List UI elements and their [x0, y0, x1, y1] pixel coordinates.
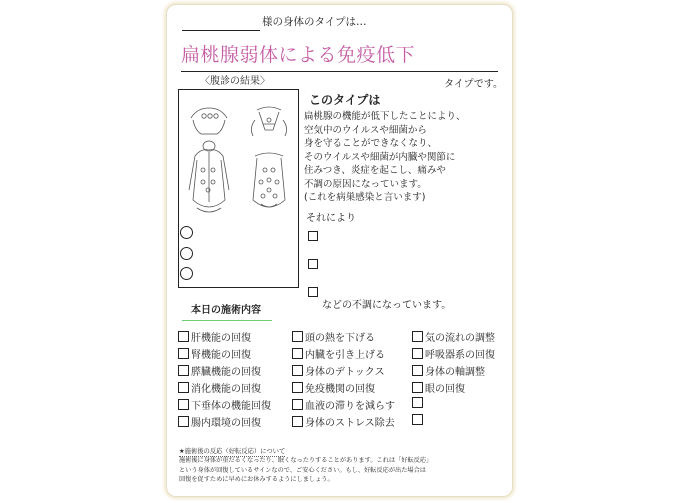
treatment-item[interactable]: 呼吸器系の回復 — [412, 346, 495, 361]
checkbox[interactable] — [292, 399, 303, 410]
treatment-item[interactable]: 頭の熱を下げる — [292, 329, 375, 344]
symptom-checkbox-1[interactable] — [308, 231, 318, 241]
checkbox[interactable] — [178, 416, 189, 427]
checkbox[interactable] — [412, 331, 423, 342]
checkbox[interactable] — [292, 382, 303, 393]
description-line: そのウイルスや細菌が内臓や関節に — [304, 151, 456, 163]
checkbox[interactable] — [412, 348, 423, 359]
checkbox[interactable] — [178, 382, 189, 393]
description-line: 空気中のウイルスや細菌から — [304, 124, 427, 136]
notes-line: 施術後に身体が重だるくなったり、眠くなったりすることがあります。これは「好転反応」 — [179, 457, 433, 464]
exam-results-label: 〈腹診の結果〉 — [200, 76, 270, 87]
type-title: 扁桃腺弱体による免疫低下 — [181, 44, 416, 66]
treatment-item[interactable]: 消化機能の回復 — [178, 380, 261, 395]
description-line: 不調の原因になっています。 — [304, 178, 427, 190]
exam-circle-2 — [180, 247, 193, 260]
type-description — [304, 110, 466, 205]
treatment-item[interactable]: 身体のストレス除去 — [292, 414, 395, 429]
treatment-item[interactable]: 腸内環境の回復 — [178, 414, 261, 429]
patient-name-line[interactable] — [182, 30, 260, 31]
checkbox[interactable] — [292, 331, 303, 342]
checkbox[interactable] — [292, 365, 303, 376]
treatment-item[interactable]: 気の流れの調整 — [412, 329, 495, 344]
notes-line: という身体が回復しているサインなので、ご安心ください。もし、好転反応が出た場合は — [179, 466, 426, 474]
checkbox[interactable] — [412, 414, 423, 425]
checkbox[interactable] — [178, 365, 189, 376]
checkbox[interactable] — [412, 397, 423, 408]
treatment-heading-underline — [182, 320, 272, 321]
treatment-item[interactable]: 膵臓機能の回復 — [178, 363, 261, 378]
treatment-item[interactable]: 身体のデトックス — [292, 363, 385, 378]
type-suffix: タイプです。 — [444, 79, 503, 90]
treatment-item[interactable]: 肝機能の回復 — [178, 329, 251, 344]
treatment-item[interactable] — [412, 414, 425, 425]
checkbox[interactable] — [292, 348, 303, 359]
exam-results-box — [178, 89, 299, 288]
checkbox[interactable] — [292, 416, 303, 427]
treatment-item[interactable]: 身体の軸調整 — [412, 363, 485, 378]
title-underline — [181, 71, 498, 72]
notes-line: 回復を促すために早めにお休みするようにしましょう。 — [179, 476, 334, 483]
treatment-item[interactable]: 眼の回復 — [412, 380, 465, 395]
aftercare-notes-title: ★施術後の反応（好転反応）について — [179, 448, 286, 455]
symptom-checkbox-3[interactable] — [308, 287, 318, 297]
checkbox[interactable] — [178, 331, 189, 342]
description-line: 住みつき、炎症を起こし、痛みや — [304, 165, 446, 176]
exam-circle-3 — [180, 267, 193, 280]
body-diagram-icon — [179, 90, 298, 287]
description-heading: このタイプは — [309, 93, 381, 107]
aftercare-notes — [179, 456, 432, 485]
treatment-heading: 本日の施術内容 — [191, 305, 261, 316]
type-heading: 様の身体のタイプは… — [262, 16, 367, 28]
symptoms-closing: などの不調になっています。 — [322, 300, 452, 311]
treatment-item[interactable] — [412, 397, 425, 408]
treatment-item[interactable]: 下垂体の機能回復 — [178, 397, 271, 412]
description-line: 扁桃腺の機能が低下したことにより、 — [304, 111, 466, 122]
treatment-item[interactable]: 腎機能の回復 — [178, 346, 251, 361]
treatment-item[interactable]: 免疫機関の回復 — [292, 380, 375, 395]
therefore-label: それにより — [306, 213, 356, 224]
checkbox[interactable] — [412, 365, 423, 376]
checkbox[interactable] — [412, 382, 423, 393]
description-line: (これを病巣感染と言います) — [304, 192, 426, 203]
symptom-checkbox-2[interactable] — [308, 259, 318, 269]
treatment-item[interactable]: 血液の滞りを減らす — [292, 397, 395, 412]
treatment-item[interactable]: 内臓を引き上げる — [292, 346, 385, 361]
checkbox[interactable] — [178, 348, 189, 359]
checkbox[interactable] — [178, 399, 189, 410]
description-line: 身を守ることができなくなり、 — [304, 138, 438, 149]
exam-circle-1 — [180, 226, 193, 239]
